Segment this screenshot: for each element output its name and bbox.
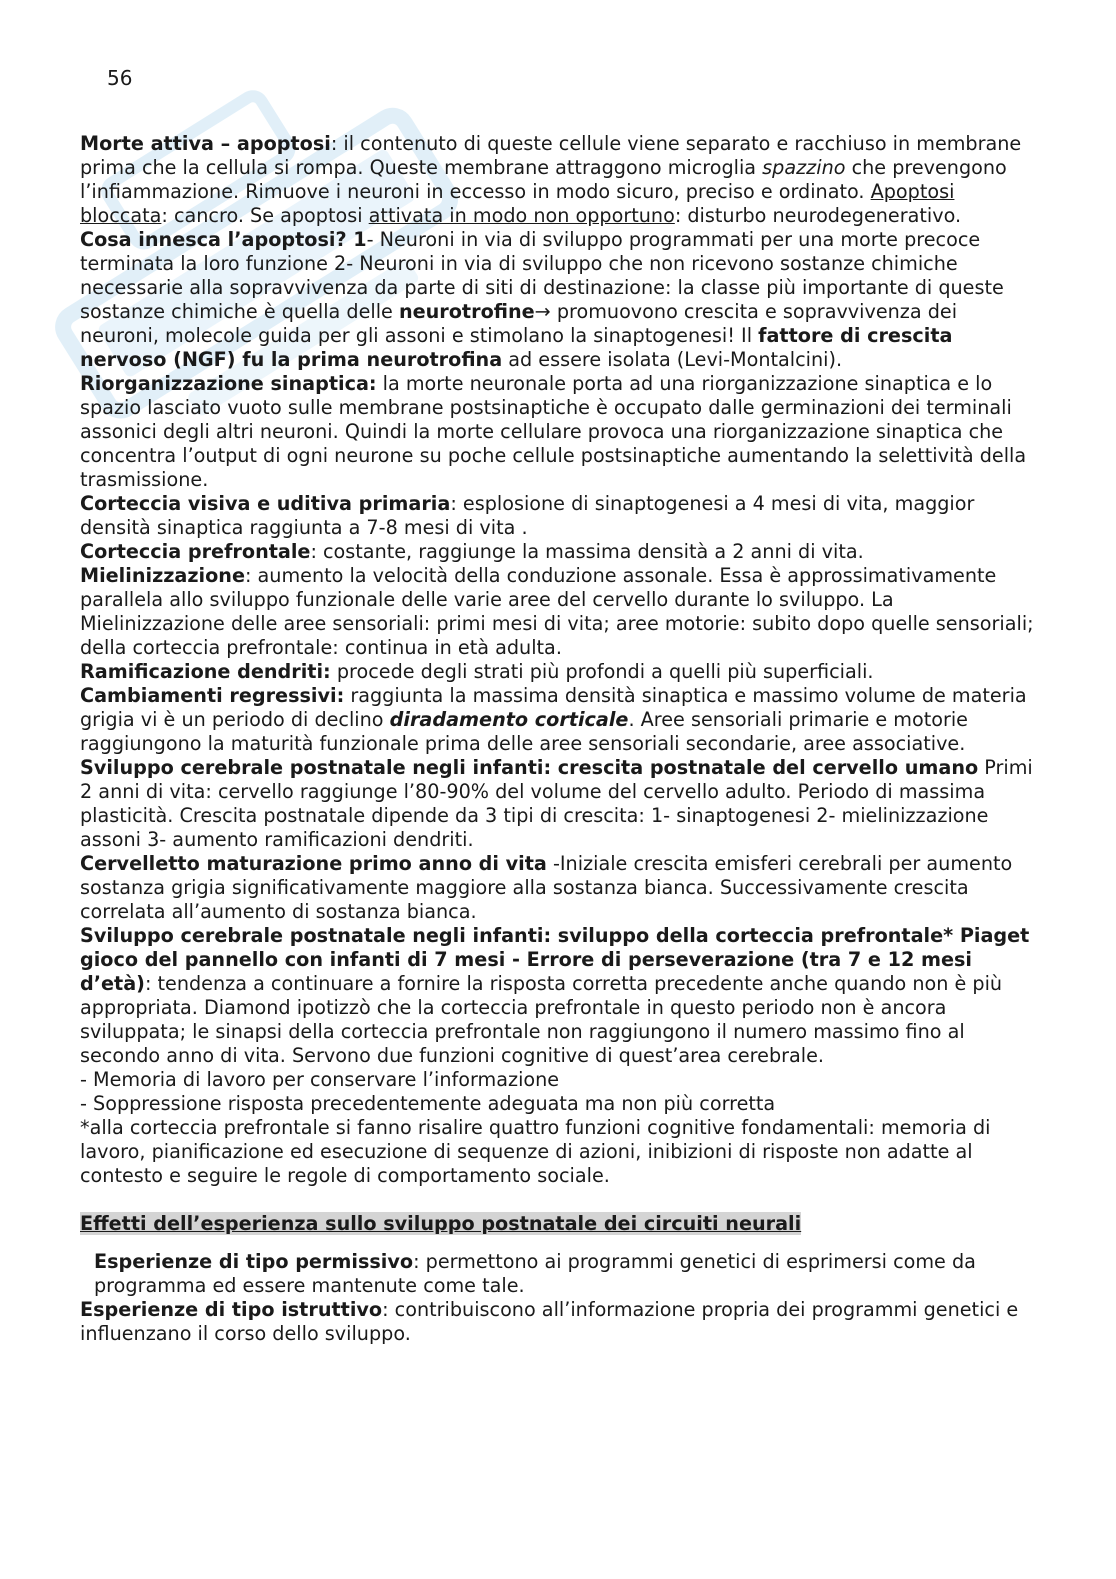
paragraph-corteccia-prefrontale: Corteccia prefrontale: costante, raggiunge la massima densità a 2 anni di vita. [80,540,864,563]
term-attivata: attivata in modo non opportuno [368,204,675,227]
paragraph-innesco-apoptosi: Cosa innesca l’apoptosi? 1- Neuroni in via di sviluppo programmati per una morte precoce terminata la loro funzione 2- Neuroni in via di sviluppo che non ricevono sostanze chimiche necessarie alla sopravvivenza da parte di siti di destinazione: la classe più importante di queste sostanze chimiche è quella delle neurotrofine→ promuovono crescita e sopravvivenza dei neuroni, molecole guida per gli assoni e stimolano la sinaptogenesi! Il fattore di crescita nervoso (NGF) fu la prima neurotrofina ad essere isolata (Levi-Montalcini). [80,228,1004,371]
paragraph-prefrontale-piaget: Sviluppo cerebrale postnatale negli infanti: sviluppo della corteccia prefrontale* Piaget gioco del pannello con infanti di 7 mesi - Errore di perseverazione (tra 7 e 12 mesi d’età): tendenza a continuare a fornire la risposta corretta precedente anche quando non è più appropriata. Diamond ipotizzò che la corteccia prefrontale in questo periodo non è ancora sviluppata; le sinapsi della corteccia prefrontale non raggiungono il numero massimo fino al secondo anno di vita. Servono due funzioni cognitive di quest’area cerebrale. [80,924,1030,1067]
document-body [80,132,1040,1346]
paragraph-cambiamenti-regressivi: Cambiamenti regressivi: raggiunta la massima densità sinaptica e massimo volume de materia grigia vi è un periodo di declino diradamento corticale. Aree sensoriali primarie e motorie raggiungono la maturità funzionale prima delle aree sensoriali secondarie, aree associative. [80,684,1027,755]
paragraph-corteccia-visiva: Corteccia visiva e uditiva primaria: esplosione di sinaptogenesi a 4 mesi di vita, maggior densità sinaptica raggiunta a 7-8 mesi di vita . [80,492,975,539]
paragraph-istruttivo: Esperienze di tipo istruttivo: contribuiscono all’informazione propria dei programmi genetici e influenzano il corso dello sviluppo. [80,1298,1019,1345]
term-morte-attiva: Morte attiva – apoptosi [80,132,331,155]
term-spazzino: spazzino [762,156,846,179]
page-number: 56 [107,66,133,90]
paragraph-sviluppo-postnatale: Sviluppo cerebrale postnatale negli infanti: crescita postnatale del cervello umano Primi 2 anni di vita: cervello raggiunge l’80-90% del volume del cervello adulto. Periodo di massima plasticità. Crescita postnatale dipende da 3 tipi di crescita: 1- sinaptogenesi 2- mielinizzazione assoni 3- aumento ramificazioni dendriti. [80,756,1033,851]
section-heading: Effetti dell’esperienza sullo sviluppo postnatale dei circuiti neurali [80,1212,802,1235]
term-diradamento-corticale: diradamento corticale [389,708,629,731]
paragraph-permissivo: Esperienze di tipo permissivo: permettono ai programmi genetici di esprimersi come da programma ed essere mantenute come tale. [94,1250,976,1297]
term-apoptosi-bloccata: Apoptosi bloccata [80,180,955,227]
term-neurotrofine: neurotrofine [398,300,535,323]
paragraph-apoptosi: Morte attiva – apoptosi: il contenuto di queste cellule viene separato e racchiuso in membrane prima che la cellula si rompa. Queste membrane attraggono microglia spazzino che prevengono l’infiammazione. Rimuove i neuroni in eccesso in modo sicuro, preciso e ordinato. Apoptosi bloccata: cancro. Se apoptosi attivata in modo non opportuno: disturbo neurodegenerativo. [80,132,1022,227]
paragraph-ramificazione: Ramificazione dendriti: procede degli strati più profondi a quelli più superficiali. [80,660,874,683]
paragraph-mielinizzazione: Mielinizzazione: aumento la velocità della conduzione assonale. Essa è approssimativamente parallela allo sviluppo funzionale delle varie aree del cervello durante lo sviluppo. La Mielinizzazione delle aree sensoriali: primi mesi di vita; aree motorie: subito dopo quelle sensoriali; della corteccia prefrontale: continua in età adulta. [80,564,1034,659]
paragraph-riorganizzazione: Riorganizzazione sinaptica: la morte neuronale porta ad una riorganizzazione sinaptica e lo spazio lasciato vuoto sulle membrane postsinaptiche è occupato dalle germinazioni dei terminali assonici degli altri neuroni. Quindi la morte cellulare provoca una riorganizzazione sinaptica che concentra l’output di ogni neurone su poche cellule postsinaptiche aumentando la selettività della trasmissione. [80,372,1027,491]
paragraph-cervelletto: Cervelletto maturazione primo anno di vita -Iniziale crescita emisferi cerebrali per aumento sostanza grigia significativamente maggiore alla sostanza bianca. Successivamente crescita correlata all’aumento di sostanza bianca. [80,852,1013,923]
term-ngf: fattore di crescita nervoso (NGF) fu la prima neurotrofina [80,324,953,371]
list-item-memoria: - Memoria di lavoro per conservare l’informazione [80,1068,560,1091]
list-item-soppressione: - Soppressione risposta precedentemente adeguata ma non più corretta [80,1092,776,1115]
paragraph-footnote: *alla corteccia prefrontale si fanno risalire quattro funzioni cognitive fondamentali: memoria di lavoro, pianificazione ed esecuzione di sequenze di azioni, inibizioni di risposte non adatte al contesto e seguire le regole di comportamento sociale. [80,1116,991,1187]
